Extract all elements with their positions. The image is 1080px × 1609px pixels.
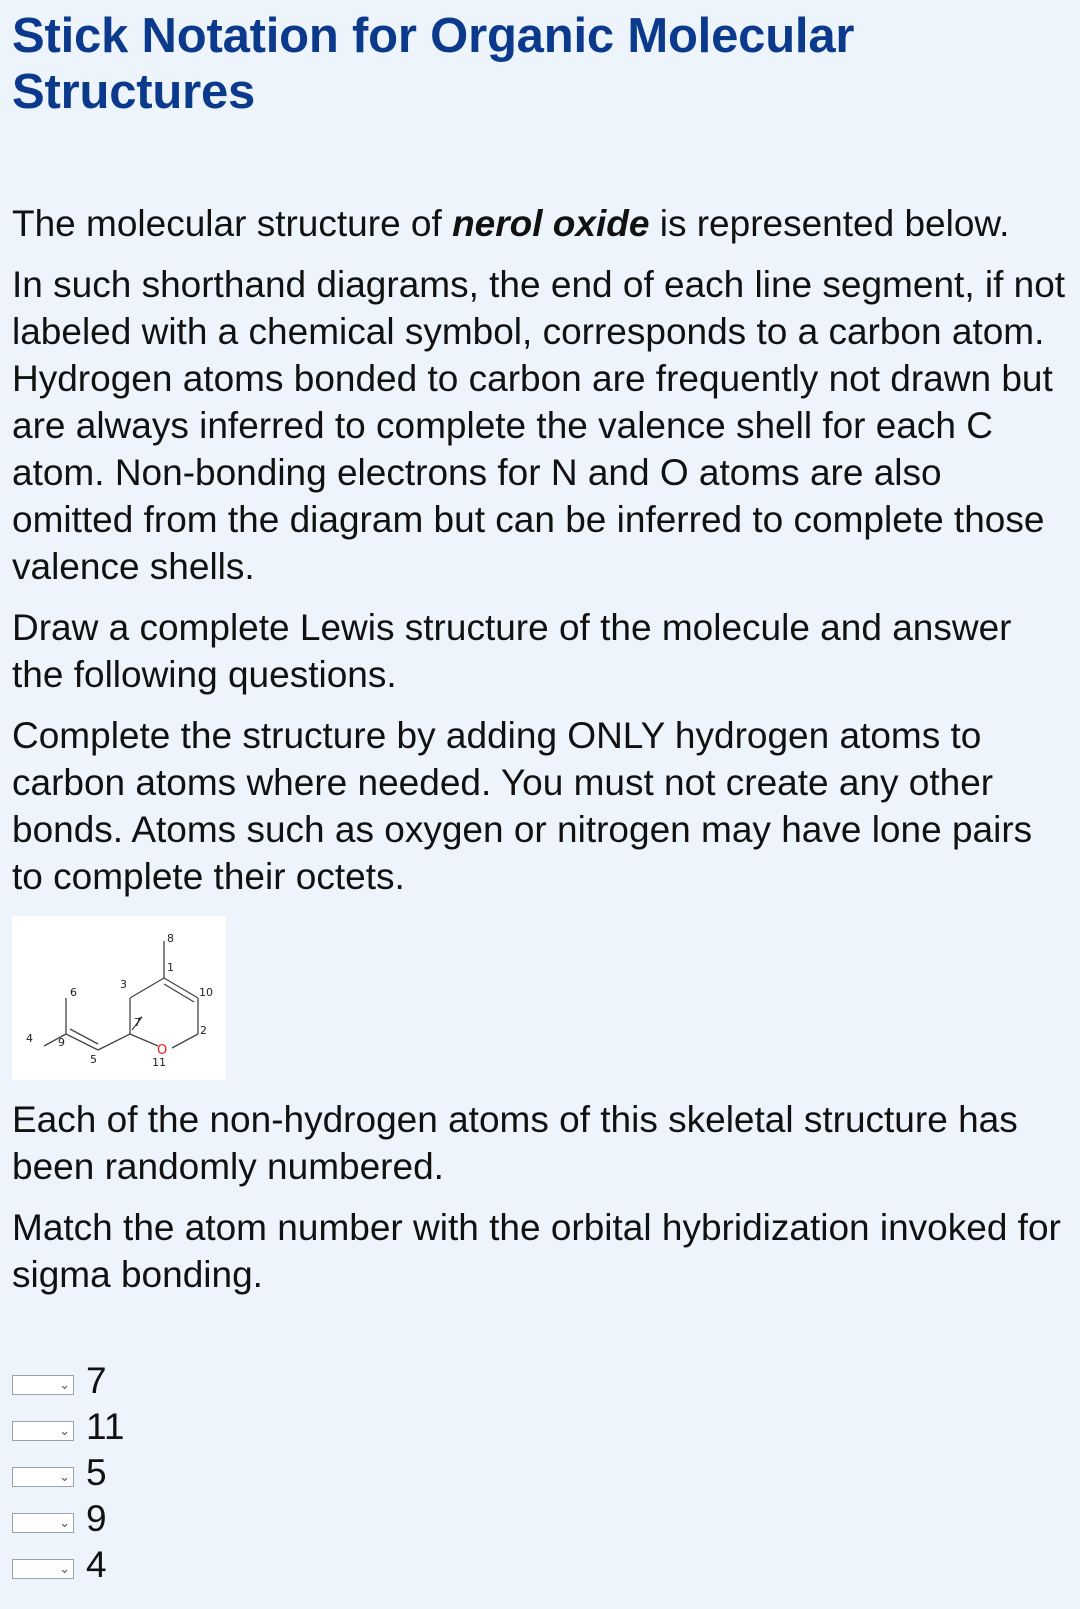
intro-prefix: The molecular structure of [12, 203, 453, 244]
bond-5-9-double [70, 1029, 98, 1044]
answer-row [12, 1450, 1068, 1496]
atom-number: 11 [86, 1406, 125, 1447]
bond-3-1 [130, 978, 164, 998]
chevron-down-icon: ⌄ [59, 1561, 70, 1576]
atom-number: 4 [86, 1544, 107, 1585]
hybridization-select[interactable] [12, 1513, 74, 1533]
molecule-diagram [12, 916, 226, 1080]
page-title: Stick Notation for Organic Molecular Structures [12, 9, 855, 119]
atom-label-6: 6 [70, 986, 77, 999]
chevron-down-icon: ⌄ [59, 1515, 70, 1530]
hybridization-select[interactable] [12, 1559, 74, 1579]
intro-paragraph [12, 200, 1068, 247]
atom-label-9: 9 [58, 1036, 65, 1049]
atom-label-3: 3 [120, 978, 127, 991]
chevron-down-icon: ⌄ [59, 1423, 70, 1438]
answer-row [12, 1358, 1068, 1404]
intro-suffix: is represented below. [649, 203, 1010, 244]
chevron-down-icon: ⌄ [59, 1377, 70, 1392]
atom-label-7: 7 [134, 1016, 141, 1029]
bond-7-5 [98, 1034, 130, 1050]
shorthand-paragraph: In such shorthand diagrams, the end of each line segment, if not labeled with a chemical symbol, corresponds to a carbon atom. Hydrogen atoms bonded to carbon are frequently not drawn but are always inferred to complete the valence shell for each C atom. Non-bonding electrons for N and O atoms are also omitted from the diagram but can be inferred to complete those valence shells. [12, 264, 1066, 587]
atom-label-2: 2 [200, 1024, 207, 1037]
answer-row [12, 1496, 1068, 1542]
atom-label-5: 5 [90, 1053, 97, 1066]
complete-instruction: Complete the structure by adding ONLY hydrogen atoms to carbon atoms where needed. You must not create any other bonds. Atoms such as oxygen or nitrogen may have lone pairs to complete their octets. [12, 715, 1033, 897]
atom-label-8: 8 [167, 932, 174, 945]
hybridization-select[interactable] [12, 1375, 74, 1395]
draw-instruction: Draw a complete Lewis structure of the molecule and answer the following questions. [12, 607, 1012, 695]
chevron-down-icon: ⌄ [59, 1469, 70, 1484]
compound-name: nerol oxide [452, 203, 650, 244]
atom-labels [26, 932, 213, 1069]
match-instruction: Match the atom number with the orbital hybridization invoked for sigma bonding. [12, 1207, 1061, 1295]
atom-label-11: 11 [152, 1056, 166, 1069]
atom-label-1: 1 [167, 961, 174, 974]
bonds [44, 941, 198, 1050]
hybridization-select[interactable] [12, 1467, 74, 1487]
hybridization-select[interactable] [12, 1421, 74, 1441]
bond-2-O [172, 1034, 198, 1048]
atom-number: 9 [86, 1498, 107, 1539]
bond-O-7 [130, 1034, 158, 1046]
answer-list [12, 1358, 1068, 1588]
atom-label-10: 10 [199, 986, 213, 999]
atom-label-4: 4 [26, 1032, 33, 1045]
question-page [12, 0, 1068, 1588]
numbering-note: Each of the non-hydrogen atoms of this skeletal structure has been randomly numbered. [12, 1099, 1018, 1187]
atom-number: 5 [86, 1452, 107, 1493]
bond-1-10 [164, 978, 198, 998]
answer-row [12, 1542, 1068, 1588]
oxygen-atom: O [157, 1043, 168, 1058]
answer-row [12, 1404, 1068, 1450]
atom-number: 7 [86, 1360, 107, 1401]
skeletal-structure [12, 916, 226, 1080]
